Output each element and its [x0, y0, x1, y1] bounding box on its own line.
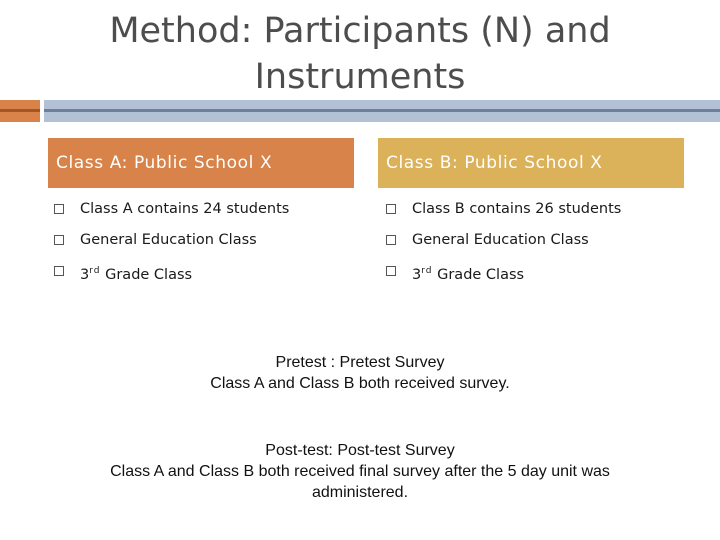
slide-title: Method: Participants (N) and Instruments: [109, 11, 611, 97]
square-bullet-icon: [386, 204, 396, 214]
pretest-description: Class A and Class B both received survey.: [210, 375, 510, 392]
square-bullet-icon: [54, 266, 64, 276]
class-a-list: [54, 196, 354, 289]
title-rule-accent: [0, 100, 40, 122]
class-a-header: Class A: Public School X: [48, 138, 354, 188]
list-item-text: Grade Class: [432, 267, 525, 283]
list-item: [386, 227, 686, 258]
pretest-heading: Pretest : Pretest Survey: [275, 354, 445, 371]
square-bullet-icon: [54, 204, 64, 214]
list-item-text: Class A contains 24 students: [80, 201, 290, 217]
class-b-header: Class B: Public School X: [378, 138, 684, 188]
list-item-text: General Education Class: [412, 232, 589, 248]
title-rule: [44, 100, 720, 122]
list-item: [386, 196, 686, 227]
posttest-description-end: administered.: [311, 484, 409, 501]
grade-ordinal: 3: [412, 267, 422, 283]
posttest-description: Class A and Class B both received final survey after the 5 day unit was: [110, 463, 610, 480]
square-bullet-icon: [386, 266, 396, 276]
list-item-text: Grade Class: [100, 267, 193, 283]
list-item: [54, 227, 354, 258]
ordinal-suffix: rd: [421, 266, 433, 276]
posttest-block: [40, 440, 680, 503]
class-b-list: [386, 196, 686, 289]
list-item: [54, 196, 354, 227]
pretest-block: [40, 352, 680, 394]
square-bullet-icon: [54, 235, 64, 245]
list-item-text: Class B contains 26 students: [412, 201, 622, 217]
list-item-text: General Education Class: [80, 232, 257, 248]
posttest-heading: Post-test: Post-test Survey: [265, 442, 455, 459]
list-item: [386, 258, 686, 289]
ordinal-suffix: rd: [89, 266, 101, 276]
square-bullet-icon: [386, 235, 396, 245]
list-item: [54, 258, 354, 289]
grade-ordinal: 3: [80, 267, 90, 283]
